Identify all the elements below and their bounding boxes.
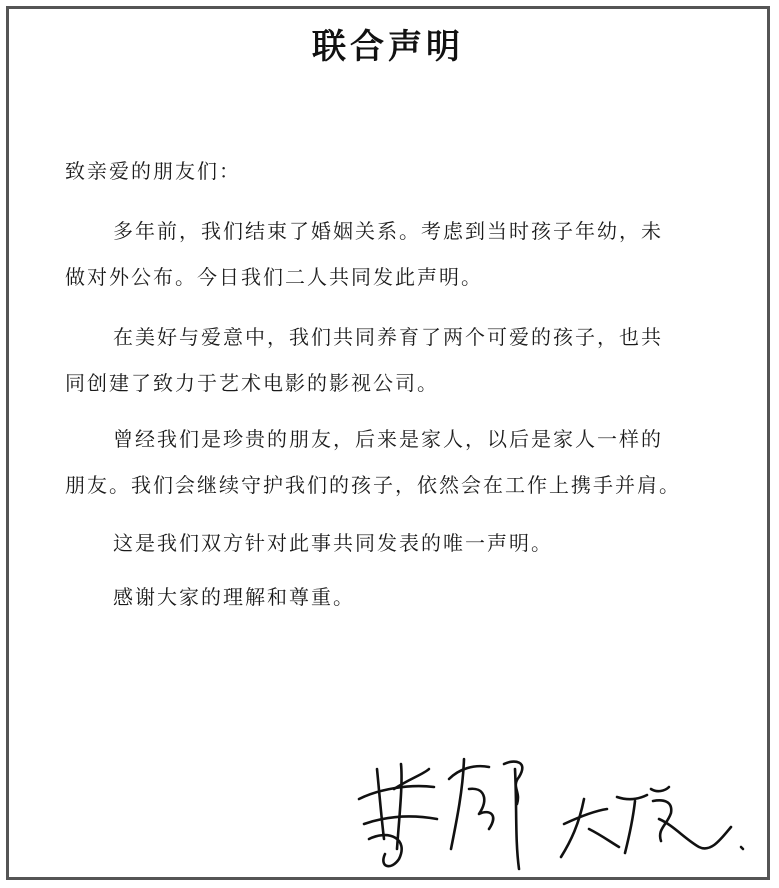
signature-2 xyxy=(561,787,743,857)
greeting: 致亲爱的朋友们： xyxy=(65,159,241,183)
paragraph-4-line-1: 这是我们双方针对此事共同发表的唯一声明。 xyxy=(113,531,553,555)
paragraph-3-line-2: 朋友。我们会继续守护我们的孩子，依然会在工作上携手并肩。 xyxy=(65,473,681,497)
paragraph-3-line-1: 曾经我们是珍贵的朋友，后来是家人，以后是家人一样的 xyxy=(113,427,663,451)
paragraph-1-line-2: 做对外公布。今日我们二人共同发此声明。 xyxy=(65,265,483,289)
signatures xyxy=(339,729,759,879)
document-title: 联合声明 xyxy=(312,27,464,67)
paragraph-2-line-1: 在美好与爱意中，我们共同养育了两个可爱的孩子，也共 xyxy=(113,325,663,349)
paragraph-1-line-1: 多年前，我们结束了婚姻关系。考虑到当时孩子年幼，未 xyxy=(113,219,663,243)
paragraph-2-line-2: 同创建了致力于艺术电影的影视公司。 xyxy=(65,371,439,395)
statement-page xyxy=(6,6,770,880)
signature-1 xyxy=(359,759,522,869)
paragraph-5-line-1: 感谢大家的理解和尊重。 xyxy=(113,585,355,609)
